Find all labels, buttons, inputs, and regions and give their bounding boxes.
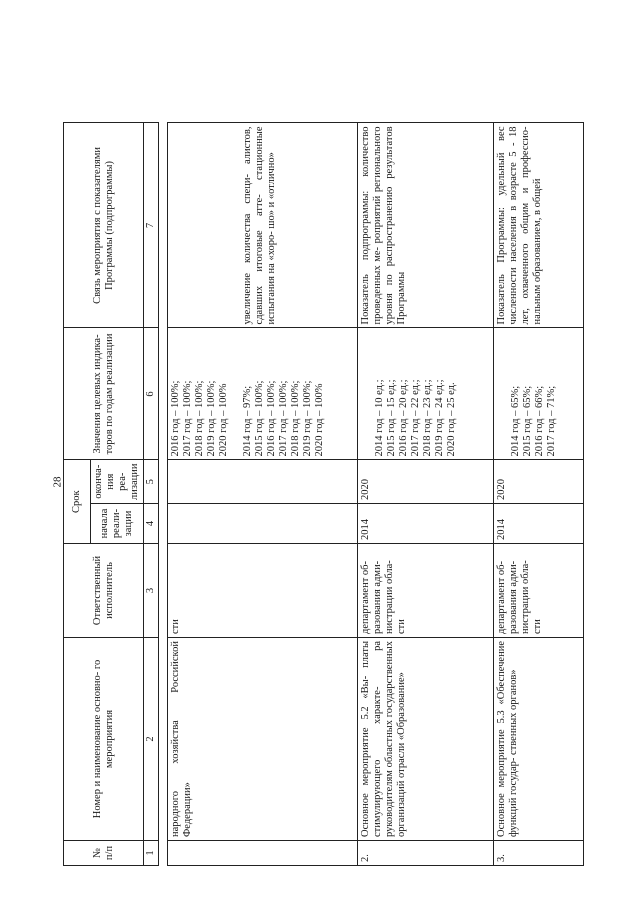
row-start [168, 504, 358, 544]
row-values: 2016 год – 100%; 2017 год – 100%; 2018 год – 100%; 2019 год – 100%; 2020 год – 100% 2014 год – 97%; 2015 год – 100%; 2016 год – 100%; 2017 год – 100%; 2018 год – 100%; 2019 год – 100%; 2020 год – 100% [168, 328, 358, 460]
row-name: Основное мероприятие 5.3 «Обеспечение функций государ- ственных органов» [494, 638, 584, 841]
row-link: Показатель подпрограммы: количество проведенных ме- роприятий регионального уровня по распространению результатов Программы [358, 123, 494, 328]
header-start: начала реали- зации [91, 504, 144, 544]
column-numbers-row [144, 123, 159, 866]
row-name: народного хозяйства Российской Федерации» [168, 638, 358, 841]
row-executor: департамент об- разования адми- нистрации обла- сти [358, 544, 494, 638]
col-number: 1 [144, 841, 159, 866]
row-values: 2014 год – 65%; 2015 год – 65%; 2016 год – 66%; 2017 год – 71%; [494, 328, 584, 460]
table-container [63, 59, 600, 866]
col-number: 5 [144, 460, 159, 504]
row-executor: сти [168, 544, 358, 638]
header-num: № п/п [64, 841, 144, 866]
row-start: 2014 [494, 504, 584, 544]
col-number: 2 [144, 638, 159, 841]
table-row [494, 123, 584, 866]
row-num: 2. [358, 841, 494, 866]
header-srok: Срок [64, 460, 91, 544]
col-number: 3 [144, 544, 159, 638]
header-end: оконча- ния реа- лизации [91, 460, 144, 504]
row-name: Основное мероприятие 5.2 «Вы- платы стимулирующего характе- ра руководителям областных государственных организаций отрасли «Образование» [358, 638, 494, 841]
page-number: 28 [51, 476, 64, 488]
col-number: 7 [144, 123, 159, 328]
table-row [168, 123, 358, 866]
header-link: Связь мероприятия с показателями Программы (подпрограммы) [64, 123, 144, 328]
col-number: 4 [144, 504, 159, 544]
row-link: Показатель Программы: удельный вес численности населения в возрасте 5 - 18 лет, охваченного общим и профессио- нальным образованием, в общей [494, 123, 584, 328]
row-link: увеличение количества специ- алистов, сдавших итоговые атте- стационные испытания на «хоро- шо» и «отлично» [168, 123, 358, 328]
row-end: 2020 [358, 460, 494, 504]
table-gap [159, 123, 168, 866]
row-executor: департамент об- разования адми- нистрации обла- сти [494, 544, 584, 638]
table-row [358, 123, 494, 866]
row-end: 2020 [494, 460, 584, 504]
rotated-page [63, 59, 600, 866]
row-end [168, 460, 358, 504]
header-name: Номер и наименование основно- го мероприятия [64, 638, 144, 841]
row-values: 2014 год – 10 ед.; 2015 год – 15 ед.; 2016 год – 20 ед.; 2017 год – 22 ед.; 2018 год – 23 ед.; 2019 год – 24 ед.; 2020 год – 25 ед. [358, 328, 494, 460]
row-num [168, 841, 358, 866]
col-number: 6 [144, 328, 159, 460]
row-start: 2014 [358, 504, 494, 544]
program-table [63, 122, 584, 866]
row-num: 3. [494, 841, 584, 866]
header-values: Значения целевых индика- торов по годам реализации [64, 328, 144, 460]
header-row [64, 123, 91, 866]
header-executor: Ответственный исполнитель [64, 544, 144, 638]
